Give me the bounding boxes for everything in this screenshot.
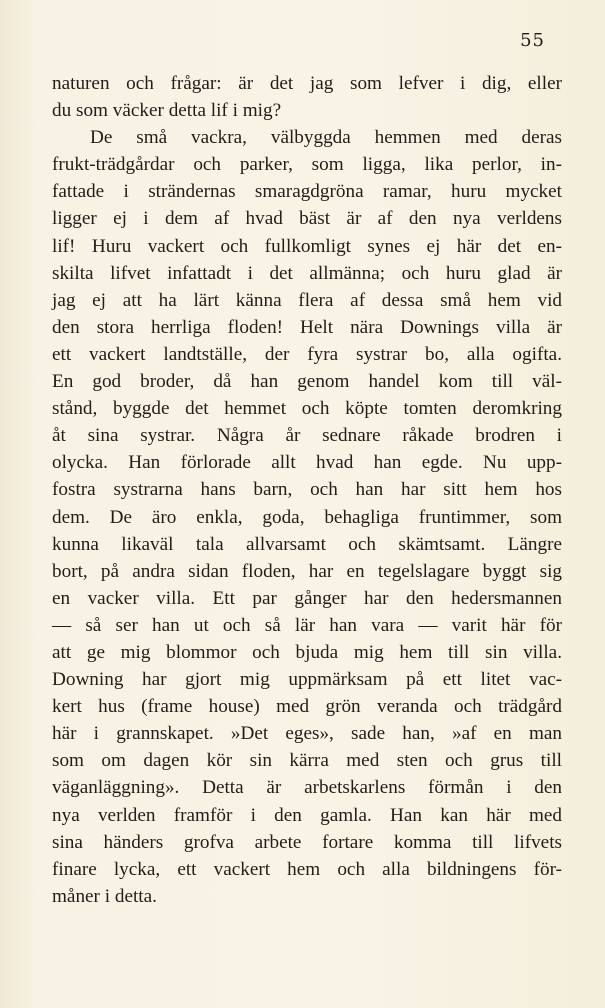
text-line: — så ser han ut och så lär han vara — varit här för [52, 614, 562, 636]
text-line: ligger ej i dem af hvad bäst är af den nya verldens [52, 208, 562, 230]
text-line: åt sina systrar. Några år sednare råkade brodren i [52, 425, 562, 447]
page-number: 55 [520, 30, 545, 51]
text-line: skilta lifvet infattadt i det allmänna; och huru glad är [52, 262, 562, 284]
text-line: stånd, byggde det hemmet och köpte tomten deromkring [52, 398, 562, 420]
text-line: du som väcker detta lif i mig? [52, 100, 282, 122]
text-line: nya verlden framför i den gamla. Han kan här med [52, 804, 562, 826]
text-line: att ge mig blommor och bjuda mig hem till sin villa. [52, 641, 562, 663]
text-line: måner i detta. [52, 885, 157, 907]
text-line: fattade i strändernas smaragdgröna ramar, huru mycket [52, 181, 562, 203]
text-line: frukt-trädgårdar och parker, som ligga, lika perlor, in- [52, 154, 562, 176]
text-line: ett vackert landtställe, der fyra systrar bo, alla ogifta. [52, 343, 562, 365]
text-line: En god broder, då han genom handel kom till väl- [52, 371, 562, 393]
text-line: den stora herrliga floden! Helt nära Downings villa är [52, 316, 562, 338]
text-line: finare lycka, ett vackert hem och alla bildningens för- [52, 858, 562, 880]
text-line: dem. De äro enkla, goda, behagliga fruntimmer, som [52, 506, 562, 528]
text-line: kunna likaväl tala allvarsamt och skämtsamt. Längre [52, 533, 562, 555]
text-line: bort, på andra sidan floden, har en tegelslagare byggt sig [52, 560, 562, 582]
text-line: en vacker villa. Ett par gånger har den hedersmannen [52, 587, 562, 609]
text-line: lif! Huru vackert och fullkomligt synes ej här det en- [52, 235, 562, 257]
text-line: väganläggning». Detta är arbetskarlens förmån i den [52, 777, 562, 799]
text-line: olycka. Han förlorade allt hvad han egde. Nu upp- [52, 452, 562, 474]
text-line: sina händers grofva arbete fortare komma till lifvets [52, 831, 562, 853]
text-line: som om dagen kör sin kärra med sten och grus till [52, 750, 562, 772]
body-text [52, 70, 562, 910]
text-line: här i grannskapet. »Det eges», sade han, »af en man [52, 723, 562, 745]
text-line: Downing har gjort mig uppmärksam på ett litet vac- [52, 669, 562, 691]
text-line: kert hus (frame house) med grön veranda och trädgård [52, 696, 562, 718]
text-line: jag ej att ha lärt känna flera af dessa små hem vid [52, 289, 562, 311]
text-line: fostra systrarna hans barn, och han har sitt hem hos [52, 479, 562, 501]
text-line: naturen och frågar: är det jag som lefver i dig, eller [52, 73, 562, 94]
text-line: De små vackra, välbyggda hemmen med deras [90, 127, 562, 149]
